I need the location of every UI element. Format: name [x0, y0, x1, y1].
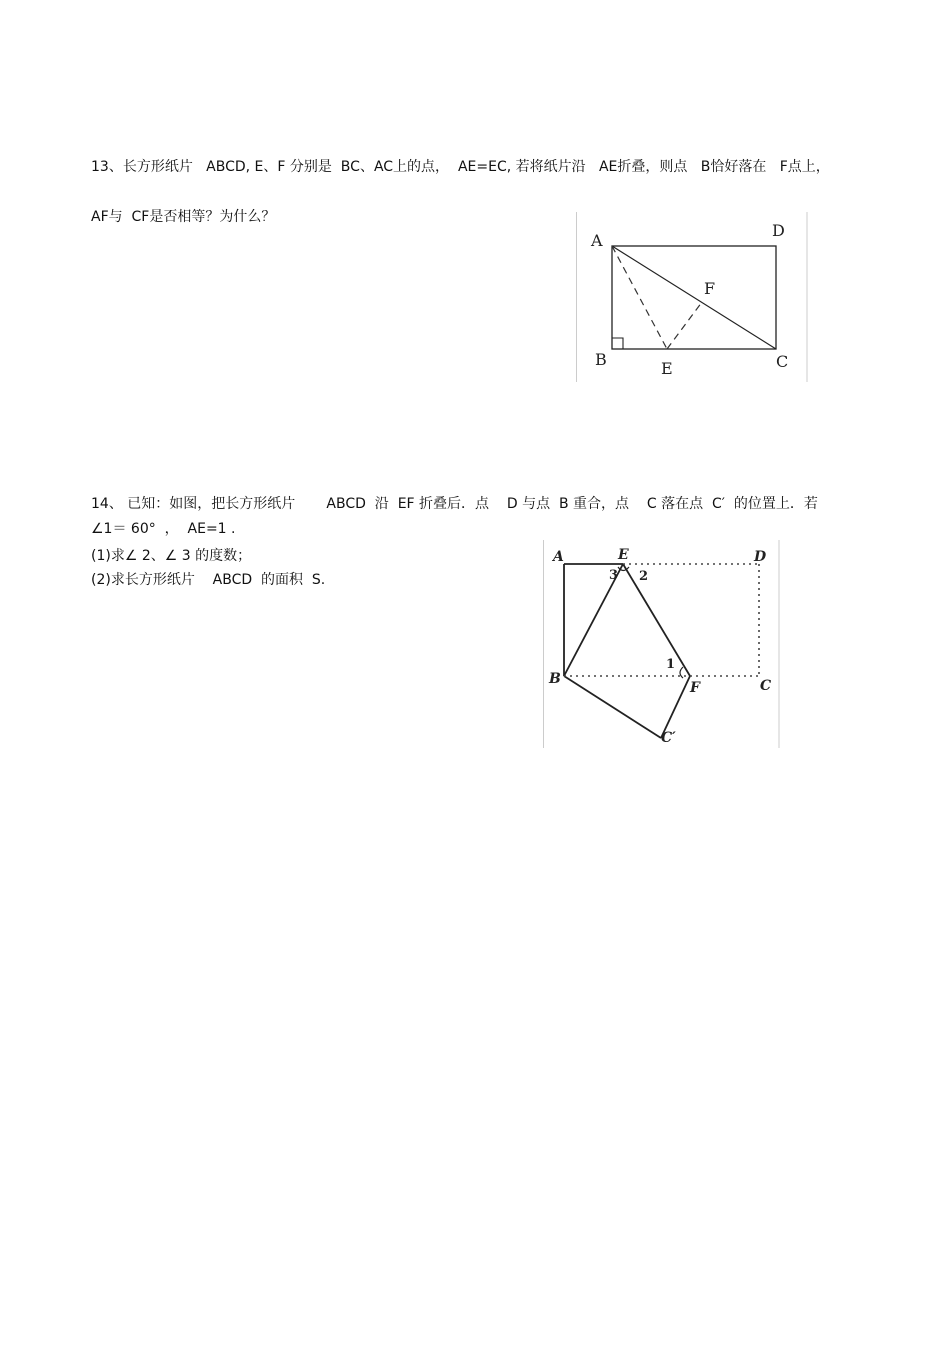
figure14-label-C: C — [760, 678, 772, 694]
figure13-label-C: C — [776, 352, 789, 371]
figure13-label-E: E — [661, 359, 673, 378]
figure14-angle-1: 1 — [666, 657, 676, 672]
figure14-label-C-prime: C′ — [661, 730, 676, 746]
figure13-label-B: B — [595, 350, 607, 369]
problem13-text-line1: 13、长方形纸片 ABCD, E、F 分别是 BC、AC上的点， AE=EC, 若将纸片沿 AE折叠，则点 B恰好落在 F点上， — [91, 159, 830, 175]
figure14-label-D: D — [754, 549, 767, 565]
figure14-angle-arc-F — [680, 667, 683, 678]
figure14-angle-2: 2 — [639, 569, 649, 584]
problem14-figure — [543, 540, 780, 748]
problem14-question2: (2)求长方形纸片 ABCD 的面积 S. — [91, 572, 326, 588]
figure13-dashed-AE — [612, 246, 667, 349]
figure14-label-F: F — [690, 680, 700, 696]
figure13-dashed-EF — [667, 302, 702, 349]
problem13-figure — [576, 212, 808, 382]
problem14-text-line2: ∠1＝ 60° ， AE=1 . — [91, 521, 236, 537]
figure13-label-A: A — [591, 231, 603, 250]
figure13-right-angle-mark — [612, 338, 623, 349]
problem13-text-line2: AF与 CF是否相等？为什么？ — [91, 209, 276, 225]
problem14-question1: (1)求∠ 2、∠ 3 的度数； — [91, 548, 252, 564]
problem14-text-line1: 14、 已知：如图，把长方形纸片 ABCD 沿 EF 折叠后．点 D 与点 B 重合，点 C 落在点 C′ 的位置上．若 — [91, 496, 818, 512]
figure13-label-D: D — [772, 221, 785, 240]
figure14-label-E: E — [618, 547, 629, 563]
figure13-label-F: F — [704, 279, 716, 298]
figure14-label-A: A — [553, 549, 564, 565]
figure13-diagonal-AC — [612, 246, 776, 349]
figure14-label-B: B — [549, 671, 561, 687]
figure14-angle-3: 3 — [609, 568, 619, 583]
